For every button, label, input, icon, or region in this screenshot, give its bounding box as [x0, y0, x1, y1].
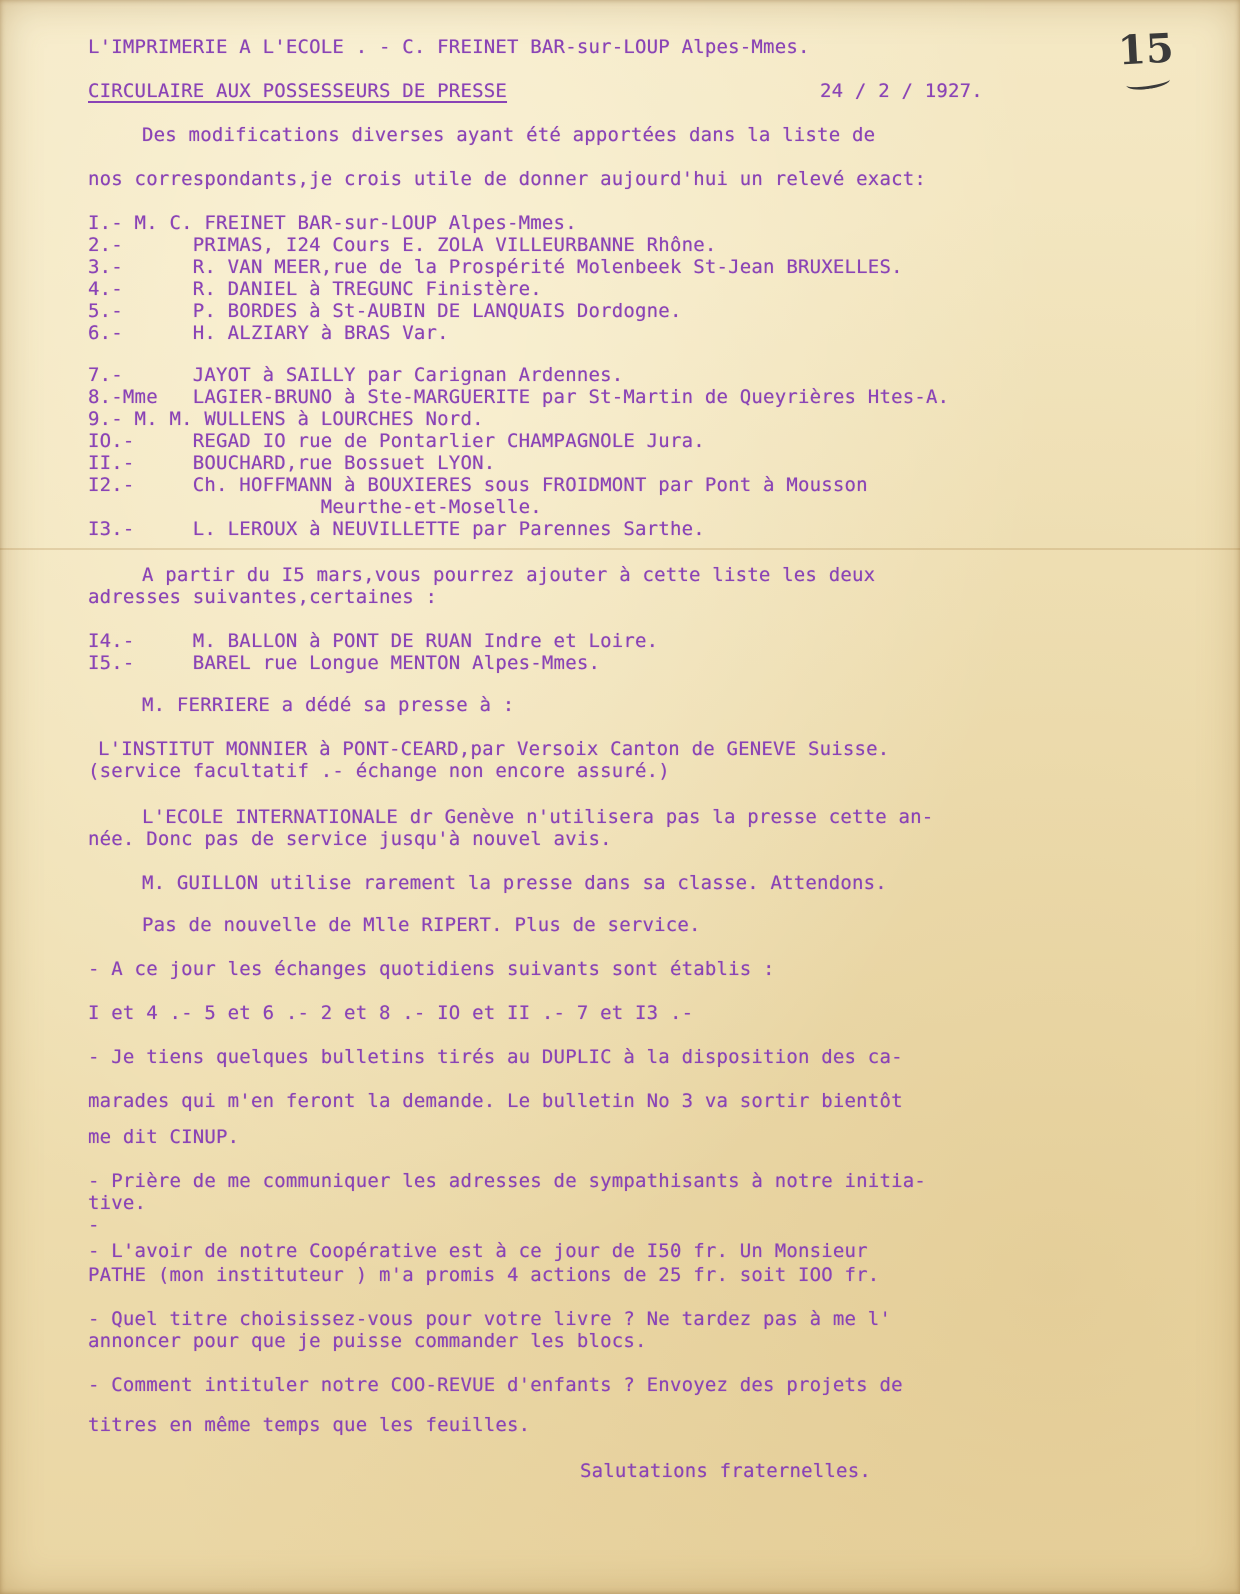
- guillon-note: M. GUILLON utilise rarement la presse dans sa classe. Attendons.: [142, 872, 887, 894]
- list-item: I3.- L. LEROUX à NEUVILLETTE par Parennes Sarthe.: [88, 518, 705, 540]
- ripert-note: Pas de nouvelle de Mlle RIPERT. Plus de service.: [142, 914, 701, 936]
- list-item-continuation: Meurthe-et-Moselle.: [88, 496, 542, 518]
- revue-line-2: titres en même temps que les feuilles.: [88, 1414, 531, 1436]
- list-item: I2.- Ch. HOFFMANN à BOUXIERES sous FROIDMONT par Pont à Mousson: [88, 474, 868, 496]
- list-item: 7.- JAYOT à SAILLY par Carignan Ardennes.: [88, 364, 624, 386]
- list-item: I5.- BAREL rue Longue MENTON Alpes-Mmes.: [88, 652, 601, 674]
- priere-line-1: - Prière de me communiquer les adresses de sympathisants à notre initia-: [88, 1170, 927, 1192]
- priere-line-2: tive.: [88, 1192, 147, 1214]
- letterhead: L'IMPRIMERIE A L'ECOLE . - C. FREINET BAR-sur-LOUP Alpes-Mmes.: [88, 36, 810, 58]
- exchanges-heading: - A ce jour les échanges quotidiens suivants sont établis :: [88, 958, 775, 980]
- closing-salutation: Salutations fraternelles.: [580, 1460, 871, 1482]
- list-item: 3.- R. VAN MEER,rue de la Prospérité Molenbeek St-Jean BRUXELLES.: [88, 256, 903, 278]
- revue-line-1: - Comment intituler notre COO-REVUE d'enfants ? Envoyez des projets de: [88, 1374, 903, 1396]
- list-item: II.- BOUCHARD,rue Bossuet LYON.: [88, 452, 496, 474]
- avoir-line-2: PATHE (mon instituteur ) m'a promis 4 actions de 25 fr. soit IOO fr.: [88, 1264, 880, 1286]
- list-item: 6.- H. ALZIARY à BRAS Var.: [88, 322, 449, 344]
- list-item: 9.- M. M. WULLENS à LOURCHES Nord.: [88, 408, 484, 430]
- bulletins-line-2: marades qui m'en feront la demande. Le bulletin No 3 va sortir bientôt: [88, 1090, 903, 1112]
- list-item: 4.- R. DANIEL à TREGUNC Finistère.: [88, 278, 542, 300]
- titre-line-2: annoncer pour que je puisse commander les blocs.: [88, 1330, 647, 1352]
- list-item: IO.- REGAD IO rue de Pontarlier CHAMPAGNOLE Jura.: [88, 430, 705, 452]
- ferriere-note: M. FERRIERE a dédé sa presse à :: [142, 694, 515, 716]
- ecole-line-1: L'ECOLE INTERNATIONALE dr Genève n'utilisera pas la presse cette an-: [142, 806, 934, 828]
- list-item: 8.-Mme LAGIER-BRUNO à Ste-MARGUERITE par St-Martin de Queyrières Htes-A.: [88, 386, 950, 408]
- institut-line-2: (service facultatif .- échange non encore assuré.): [88, 760, 670, 782]
- titre-line-1: - Quel titre choisissez-vous pour votre livre ? Ne tardez pas à me l': [88, 1308, 892, 1330]
- bulletins-line-1: - Je tiens quelques bulletins tirés au DUPLIC à la disposition des ca-: [88, 1046, 903, 1068]
- list-item: I4.- M. BALLON à PONT DE RUAN Indre et Loire.: [88, 630, 659, 652]
- list-item: 2.- PRIMAS, I24 Cours E. ZOLA VILLEURBANNE Rhône.: [88, 234, 717, 256]
- page-number-underline: [1125, 73, 1170, 92]
- march-line-1: A partir du I5 mars,vous pourrez ajouter à cette liste les deux: [142, 564, 876, 586]
- intro-line-2: nos correspondants,je crois utile de donner aujourd'hui un relevé exact:: [88, 168, 927, 190]
- circular-title: CIRCULAIRE AUX POSSESSEURS DE PRESSE: [88, 80, 508, 102]
- list-item: 5.- P. BORDES à St-AUBIN DE LANQUAIS Dordogne.: [88, 300, 682, 322]
- priere-line-3: -: [88, 1214, 100, 1236]
- list-item: I.- M. C. FREINET BAR-sur-LOUP Alpes-Mmes.: [88, 212, 577, 234]
- exchange-pairs: I et 4 .- 5 et 6 .- 2 et 8 .- IO et II .- 7 et I3 .-: [88, 1002, 694, 1024]
- circular-date: 24 / 2 / 1927.: [820, 80, 983, 102]
- ecole-line-2: née. Donc pas de service jusqu'à nouvel avis.: [88, 828, 612, 850]
- bulletins-line-3: me dit CINUP.: [88, 1126, 240, 1148]
- page-number: 15: [1116, 24, 1175, 75]
- avoir-line-1: - L'avoir de notre Coopérative est à ce jour de I50 fr. Un Monsieur: [88, 1240, 868, 1262]
- institut-line-1: L'INSTITUT MONNIER à PONT-CEARD,par Versoix Canton de GENEVE Suisse.: [98, 738, 890, 760]
- paper-fold: [0, 548, 1240, 550]
- march-line-2: adresses suivantes,certaines :: [88, 586, 438, 608]
- intro-line-1: Des modifications diverses ayant été apportées dans la liste de: [142, 124, 876, 146]
